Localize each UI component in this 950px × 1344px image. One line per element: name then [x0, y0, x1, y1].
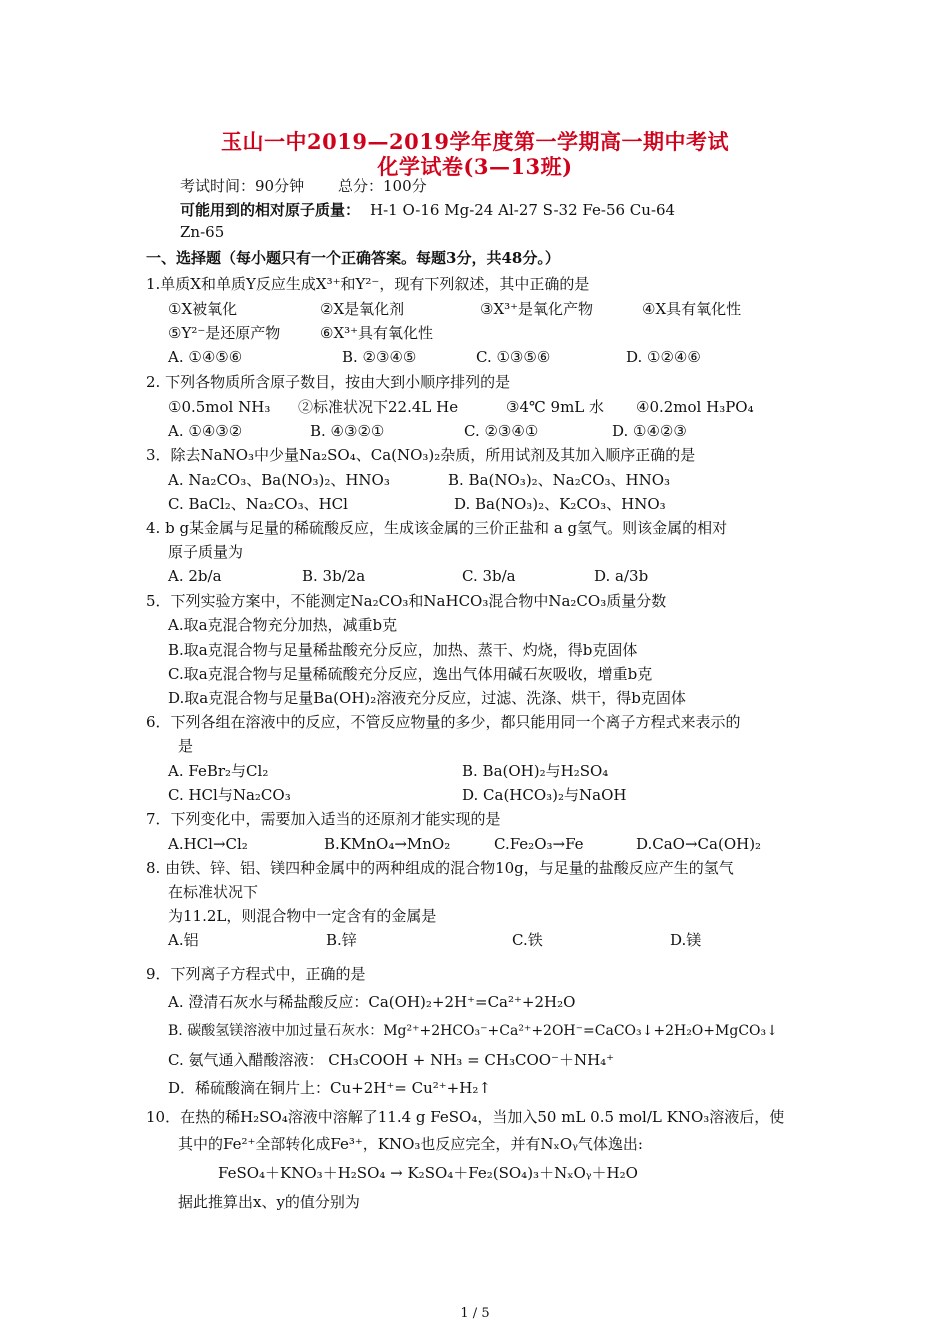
option-c: C. BaCl₂、Na₂CO₃、HCl [168, 495, 348, 513]
option-a: A. 澄清石灰水与稀盐酸反应：Ca(OH)₂+2H⁺=Ca²⁺+2H₂O [168, 993, 576, 1011]
q2-statement: ④0.2mol H₃PO₄ [636, 398, 754, 416]
option-d: D．稀硫酸滴在铜片上：Cu+2H⁺= Cu²⁺+H₂↑ [168, 1079, 491, 1097]
exam-title: 玉山一中2019—2019学年度第一学期高一期中考试 [221, 129, 729, 154]
exam-subtitle: 化学试卷(3—13班) [377, 154, 573, 179]
option-c: C. ①③⑤⑥ [476, 348, 551, 366]
option-a: A. ①④⑤⑥ [168, 348, 243, 366]
question-2-stem: 2. 下列各物质所含原子数目，按由大到小顺序排列的是 [146, 373, 511, 391]
question-10-stem-cont2: 据此推算出x、y的值分别为 [178, 1193, 360, 1211]
option-b: B.取a克混合物与足量稀盐酸充分反应，加热、蒸干、灼烧，得b克固体 [168, 641, 638, 659]
exam-time: 考试时间：90分钟 [180, 177, 305, 195]
question-1-stem: 1.单质X和单质Y反应生成X³⁺和Y²⁻，现有下列叙述，其中正确的是 [146, 275, 590, 293]
option-d: D. Ba(NO₃)₂、K₂CO₃、HNO₃ [454, 495, 666, 513]
option-d: D. Ca(HCO₃)₂与NaOH [462, 786, 627, 804]
exam-total-score: 总分：100分 [338, 177, 427, 195]
q1-statement: ④X具有氧化性 [642, 300, 742, 318]
option-c: C.Fe₂O₃→Fe [494, 835, 584, 853]
atomic-mass-values: H-1 O-16 Mg-24 Al-27 S-32 Fe-56 Cu-64 [370, 201, 676, 219]
option-a: A. 2b/a [168, 567, 222, 585]
q2-statement: ③4℃ 9mL 水 [506, 398, 605, 416]
option-c: C. 氨气通入醋酸溶液： CH₃COOH + NH₃ = CH₃COO⁻＋NH₄⁺ [168, 1051, 615, 1069]
option-d: D. ①②④⑥ [626, 348, 701, 366]
option-a: A.HCl→Cl₂ [168, 835, 248, 853]
question-6-stem-cont: 是 [178, 737, 194, 755]
option-a: A. Na₂CO₃、Ba(NO₃)₂、HNO₃ [168, 471, 390, 489]
question-9-stem: 9．下列离子方程式中，正确的是 [146, 965, 366, 983]
question-7-stem: 7．下列变化中，需要加入适当的还原剂才能实现的是 [146, 810, 501, 828]
option-b: B. ④③②① [310, 422, 385, 440]
option-d: D. ①④②③ [612, 422, 687, 440]
question-10-equation: FeSO₄＋KNO₃＋H₂SO₄ → K₂SO₄＋Fe₂(SO₄)₃＋NₓOᵧ＋H₂O [218, 1164, 638, 1182]
option-c: C. HCl与Na₂CO₃ [168, 786, 291, 804]
question-3-stem: 3．除去NaNO₃中少量Na₂SO₄、Ca(NO₃)₂杂质，所用试剂及其加入顺序正确的是 [146, 446, 696, 464]
option-d: D.CaO→Ca(OH)₂ [636, 835, 762, 853]
option-b: B. Ba(NO₃)₂、Na₂CO₃、HNO₃ [448, 471, 671, 489]
option-d: D. a/3b [594, 567, 649, 585]
question-10-stem: 10．在热的稀H₂SO₄溶液中溶解了11.4 g FeSO₄，当加入50 mL 0.5 mol/L KNO₃溶液后，使 [146, 1108, 785, 1126]
q2-statement: ②标准状况下22.4L He [298, 398, 459, 416]
option-b: B. ②③④⑤ [342, 348, 417, 366]
q1-statement: ⑤Y²⁻是还原产物 [168, 324, 281, 342]
q1-statement: ①X被氧化 [168, 300, 238, 318]
question-6-stem: 6．下列各组在溶液中的反应，不管反应物量的多少，都只能用同一个离子方程式来表示的 [146, 713, 741, 731]
option-c: C. 3b/a [462, 567, 516, 585]
option-b: B.锌 [326, 931, 357, 949]
option-c: C.取a克混合物与足量稀硫酸充分反应，逸出气体用碱石灰吸收，增重b克 [168, 665, 653, 683]
question-4-stem-cont: 原子质量为 [168, 543, 244, 561]
question-8-stem: 8. 由铁、锌、铝、镁四种金属中的两种组成的混合物10g，与足量的盐酸反应产生的氢气 [146, 859, 734, 877]
option-d: D.取a克混合物与足量Ba(OH)₂溶液充分反应，过滤、洗涤、烘干，得b克固体 [168, 689, 686, 707]
option-c: C. ②③④① [464, 422, 539, 440]
option-c: C.铁 [512, 931, 543, 949]
question-4-stem: 4. b g某金属与足量的稀硫酸反应，生成该金属的三价正盐和 a g氢气。则该金属的相对 [146, 519, 728, 537]
atomic-mass-values-cont: Zn-65 [180, 223, 225, 241]
option-d: D.镁 [670, 931, 702, 949]
question-8-stem-cont: 在标准状况下 [168, 883, 259, 901]
section-heading: 一、选择题（每小题只有一个正确答案。每题3分，共48分。） [146, 249, 560, 267]
q1-statement: ③X³⁺是氧化产物 [480, 300, 594, 318]
option-b: B. Ba(OH)₂与H₂SO₄ [462, 762, 609, 780]
option-a: A. FeBr₂与Cl₂ [168, 762, 269, 780]
question-8-stem-cont2: 为11.2L，则混合物中一定含有的金属是 [168, 907, 437, 925]
question-10-stem-cont: 其中的Fe²⁺全部转化成Fe³⁺，KNO₃也反应完全，并有NₓOᵧ气体逸出: [178, 1135, 643, 1153]
q1-statement: ②X是氧化剂 [320, 300, 405, 318]
q2-statement: ①0.5mol NH₃ [168, 398, 271, 416]
question-5-stem: 5．下列实验方案中，不能测定Na₂CO₃和NaHCO₃混合物中Na₂CO₃质量分数 [146, 592, 667, 610]
option-b: B. 碳酸氢镁溶液中加过量石灰水：Mg²⁺+2HCO₃⁻+Ca²⁺+2OH⁻=CaCO₃↓+2H₂O+MgCO₃↓ [168, 1023, 778, 1039]
page-number: 1 / 5 [460, 1306, 490, 1321]
option-b: B.KMnO₄→MnO₂ [324, 835, 451, 853]
option-b: B. 3b/2a [302, 567, 366, 585]
q1-statement: ⑥X³⁺具有氧化性 [320, 324, 434, 342]
option-a: A.取a克混合物充分加热，减重b克 [168, 616, 398, 634]
option-a: A. ①④③② [168, 422, 243, 440]
atomic-mass-label: 可能用到的相对原子质量： [180, 201, 361, 219]
option-a: A.铝 [168, 931, 199, 949]
